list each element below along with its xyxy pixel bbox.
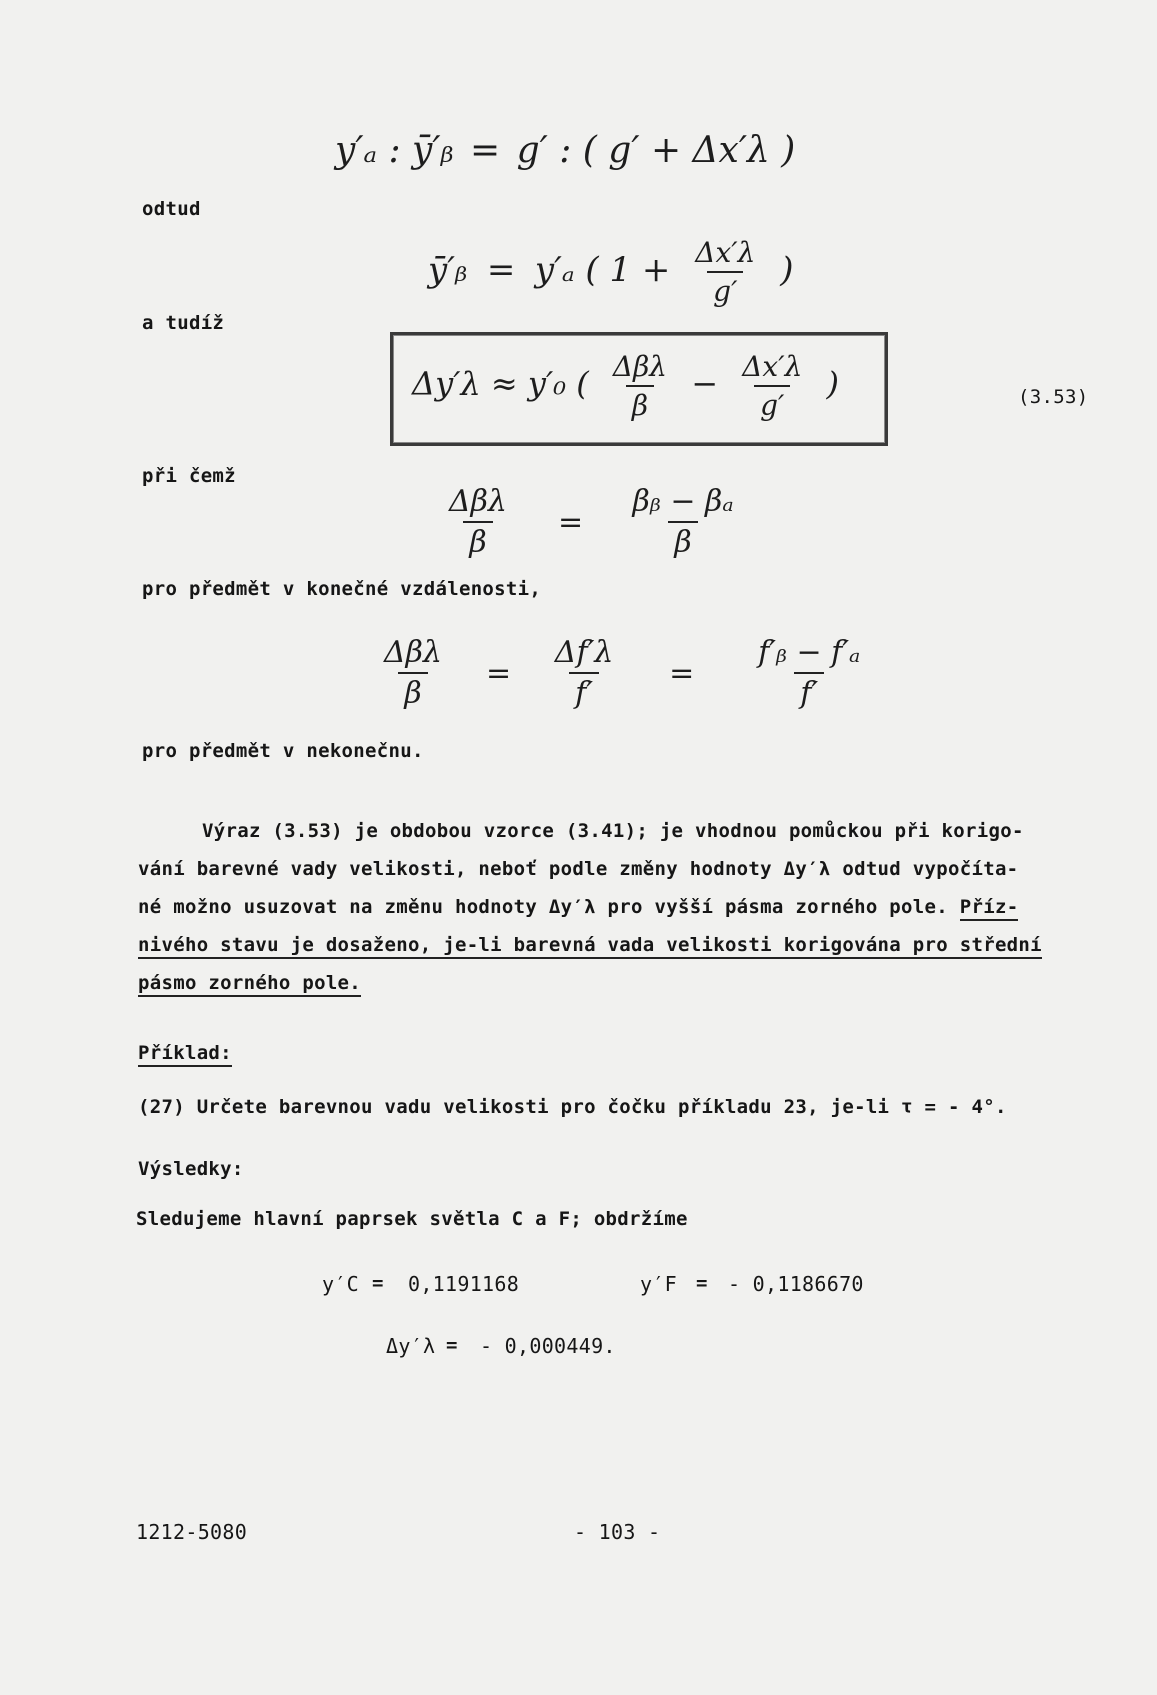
result-yf-eq: = — [696, 1272, 708, 1294]
fraction-df-over-f — [539, 635, 629, 711]
fraction-numerator: Δf′λ — [554, 635, 614, 670]
underlined-text: pásmo zorného pole. — [138, 972, 361, 997]
result-dy-value: - 0,000449. — [480, 1334, 616, 1358]
fraction-dbeta-over-beta — [607, 350, 673, 422]
fraction-numerator: Δx′λ — [742, 350, 803, 383]
example-27-text: (27) Určete barevnou vadu velikosti pro čočku příkladu 23, je-li τ = - 4°. — [138, 1096, 1007, 1118]
equation-yb-left: ȳ′ᵦ — [428, 250, 468, 290]
equation-yb-prefix: y′ₐ ( 1 + — [534, 250, 671, 290]
paragraph-line: vání barevné vady velikosti, neboť podle změny hodnoty Δy′λ odtud vypočíta- — [138, 858, 1019, 880]
paragraph-vyraz — [138, 812, 1088, 1002]
paragraph-text: Výraz (3.53) je obdobou vzorce (3.41); je vhodnou pomůckou při korigo- — [202, 820, 1024, 842]
fraction-numerator: Δβλ — [612, 350, 668, 383]
equation-focal-ratio: $\frac{\text{Δβλ}}{\beta}$ = $\frac{\Delta f'\lambda}{f'}$ = $\frac{\text{f′ᵦ − f′ₐ}}{f'}$ — [360, 635, 892, 711]
fraction-denominator: f′ — [569, 672, 599, 711]
fraction-denominator: β — [463, 521, 492, 560]
paragraph-line — [138, 888, 1088, 926]
paragraph-line — [138, 926, 1088, 964]
result-yf-value: - 0,1186670 — [728, 1272, 864, 1296]
fraction-numerator: Δx′λ — [695, 236, 756, 269]
fraction-denominator: β — [668, 521, 697, 560]
equation-3-53-lhs: Δy′λ ≈ y′₀ ( — [412, 364, 589, 403]
fraction-dbeta-over-beta — [368, 635, 458, 711]
result-yc-eq: = — [372, 1272, 384, 1294]
equation-yb: ȳ′ᵦ = y′ₐ ( 1 + $\frac{\Delta x'\lambda}{g'}$ ) — [428, 236, 794, 308]
minus-sign: − — [691, 364, 719, 403]
equation-ratio-right: g′ : ( g′ + Δx′λ ) — [516, 130, 796, 171]
underlined-text: Příz- — [960, 896, 1019, 921]
equation-3-53 — [412, 350, 839, 422]
label-pri-cemz: při čemž — [142, 465, 236, 487]
fraction-dx-over-g — [736, 350, 808, 422]
fraction-denominator: β — [398, 672, 427, 711]
result-dy-eq: = — [446, 1334, 458, 1356]
result-yf-label: y′F — [640, 1272, 678, 1296]
underlined-text: nivého stavu je dosaženo, je-li barevná vada velikosti korigována pro střední — [138, 934, 1042, 959]
fraction-numerator: f′ᵦ − f′ₐ — [758, 635, 861, 670]
label-a-tudiz: a tudíž — [142, 312, 225, 334]
result-dy-label: Δy′λ — [386, 1334, 436, 1358]
fraction-numerator: βᵦ − βₐ — [632, 484, 734, 519]
heading-priklad: Příklad: — [138, 1042, 232, 1067]
fraction-denominator: g′ — [754, 385, 790, 422]
equation-ratio: y′ₐ : ȳ′ᵦ = g′ : ( g′ + Δx′λ ) — [335, 130, 796, 171]
paragraph-line — [138, 812, 1088, 850]
fraction-f-diff-over-f — [734, 635, 884, 711]
text-sledujeme: Sledujeme hlavní paprsek světla C a F; obdržíme — [136, 1208, 688, 1230]
paragraph-text: né možno usuzovat na změnu hodnoty Δy′λ pro vyšší pásma zorného pole. — [138, 896, 960, 918]
equation-ratio-left: y′ₐ : ȳ′ᵦ — [335, 130, 454, 171]
fraction-denominator: g′ — [707, 271, 743, 308]
closing-paren: ) — [826, 364, 839, 403]
fraction-dx-over-g — [689, 236, 761, 308]
fraction-numerator: Δβλ — [448, 484, 508, 519]
line-konecne-vzdalenosti: pro předmět v konečné vzdálenosti, — [142, 578, 542, 600]
fraction-beta-diff-over-beta — [618, 484, 748, 560]
page-number: - 103 - — [574, 1520, 661, 1544]
paragraph-line — [138, 964, 1088, 1002]
fraction-dbeta-over-beta — [433, 484, 523, 560]
line-nekonecnu: pro předmět v nekonečnu. — [142, 740, 424, 762]
closing-paren: ) — [780, 250, 794, 290]
result-yc-value: 0,1191168 — [408, 1272, 520, 1296]
fraction-denominator: β — [626, 385, 654, 422]
heading-vysledky: Výsledky: — [138, 1158, 244, 1180]
equals-sign: = — [557, 504, 584, 540]
fraction-denominator: f′ — [794, 672, 824, 711]
equation-beta-ratio — [425, 484, 756, 560]
label-odtud: odtud — [142, 198, 201, 220]
footer-code: 1212-5080 — [136, 1520, 248, 1544]
fraction-numerator: Δβλ — [383, 635, 443, 670]
equation-number-3-53: (3.53) — [1018, 386, 1089, 408]
result-yc-label: y′C — [322, 1272, 360, 1296]
